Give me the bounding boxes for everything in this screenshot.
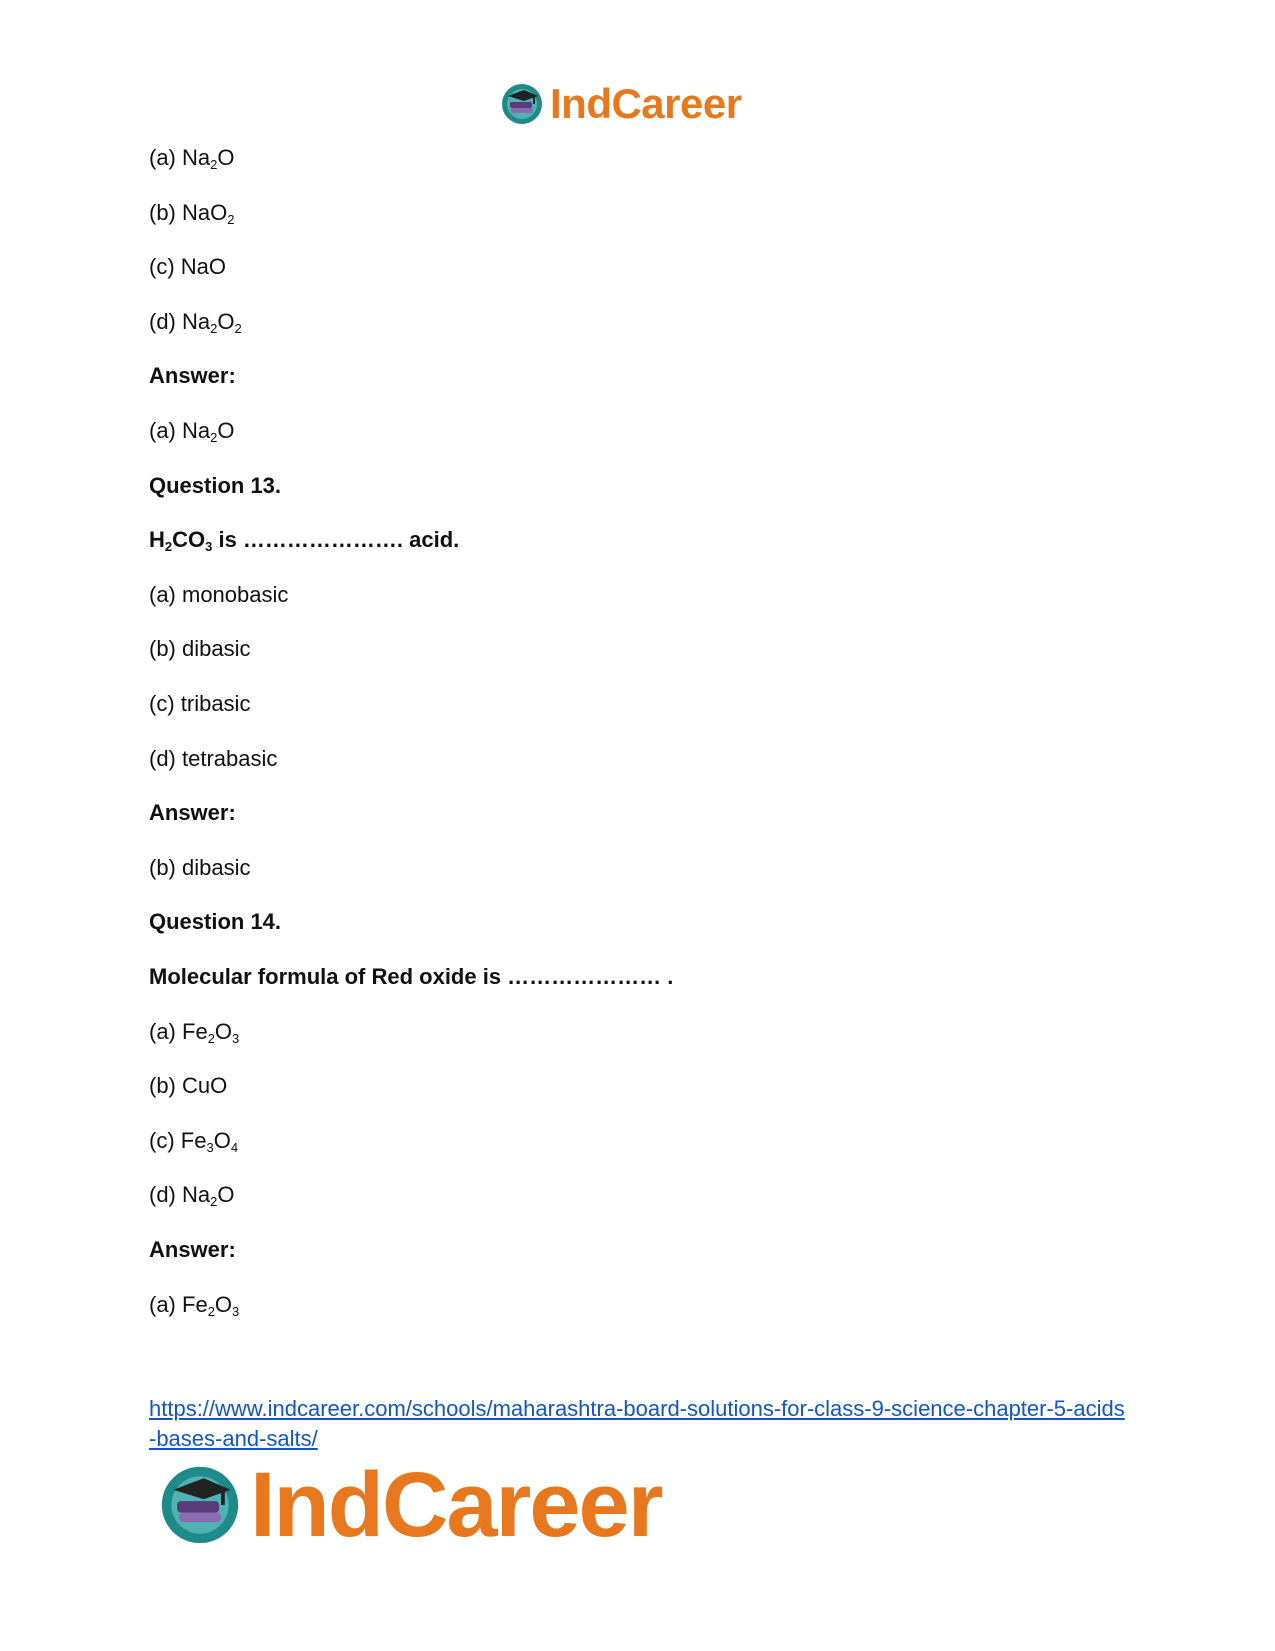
subscript: 2 [210, 320, 218, 336]
heading-line: $H_2CO_3$ is …………………. acid. [149, 527, 460, 555]
graduation-books-icon [158, 1463, 242, 1547]
indcareer-logo-footer [158, 1453, 662, 1556]
heading-line: Answer: [149, 1237, 236, 1262]
subscript: 2 [210, 1194, 218, 1210]
subscript: 2 [227, 211, 235, 227]
text-line: (c) NaO [149, 254, 226, 280]
heading-line: Molecular formula of Red oxide is ………………… . [149, 964, 674, 989]
subscript: 2 [234, 320, 242, 336]
indcareer-logo-header [500, 80, 742, 128]
text-line: (b) CuO [149, 1073, 228, 1099]
subscript: 3 [206, 1139, 214, 1155]
text-line: (c) $Fe_3O_4$ [149, 1127, 239, 1155]
heading-line: Answer: [149, 800, 236, 826]
text-line: (d) $Na_2O$ [149, 1182, 235, 1210]
subscript: 2 [164, 539, 173, 555]
heading-line: Answer: [149, 363, 236, 389]
logo-text: IndCareer [550, 80, 742, 127]
logo-text: IndCareer [250, 1453, 662, 1556]
source-link[interactable]: https://www.indcareer.com/schools/maharashtra-board-solutions-for-class-9-science-chapter-5-acids-bases-and-salts/ [149, 1396, 1125, 1451]
subscript: 2 [207, 1030, 215, 1046]
text-line: (a) $Fe_2O_3$ [149, 1018, 240, 1046]
text-line: (a) $Fe_2O_3$ [149, 1291, 240, 1319]
text-line: (a) $Na_2O$ [149, 418, 235, 445]
text-line: (b) dibasic [149, 636, 251, 662]
text-line: (a) $Na_2O$ [149, 145, 235, 172]
text-line: (a) monobasic [149, 581, 289, 607]
subscript: 4 [230, 1139, 239, 1155]
subscript: 2 [210, 430, 218, 445]
heading-line: Question 13. [149, 472, 282, 498]
subscript: 2 [210, 157, 218, 172]
subscript: 3 [232, 1303, 240, 1319]
subscript: 2 [207, 1303, 215, 1319]
text-line: (d) $Na_2O_2$ [149, 308, 242, 336]
text-line: (c) tribasic [149, 691, 251, 716]
text-line: (d) tetrabasic [149, 745, 278, 771]
graduation-books-icon [500, 82, 544, 126]
subscript: 3 [232, 1030, 240, 1046]
text-line: (b) dibasic [149, 854, 251, 880]
text-line: (b) NaO$_2$ [149, 199, 235, 227]
subscript: 3 [205, 539, 213, 555]
heading-line: Question 14. [149, 909, 282, 935]
